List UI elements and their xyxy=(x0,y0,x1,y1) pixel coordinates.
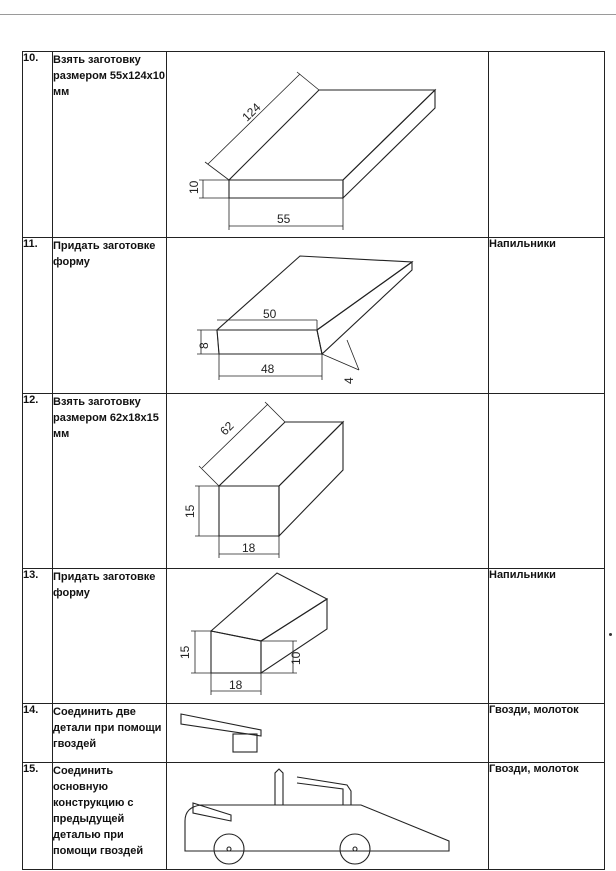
shaped-board-drawing xyxy=(167,238,489,393)
width-dimension: 55 xyxy=(277,212,291,226)
step-tools: Напильники xyxy=(489,569,605,704)
step-number: 11. xyxy=(23,238,53,394)
step-action: Придать заготовке форму xyxy=(53,238,167,394)
step-tools xyxy=(489,394,605,569)
step-action: Соединить основную конструкцию с предыдущей деталью при помощи гвоздей xyxy=(53,763,167,870)
bar-top-face xyxy=(219,422,343,486)
thickness-dimension: 10 xyxy=(187,180,201,194)
rollbar-post-left xyxy=(275,769,283,805)
board-top-face xyxy=(217,256,412,330)
step-drawing xyxy=(167,238,489,394)
length-dimension: 124 xyxy=(239,100,264,125)
step-drawing xyxy=(167,52,489,238)
step-number: 10. xyxy=(23,52,53,238)
shaped-bar-drawing xyxy=(167,569,489,703)
width-dimension: 18 xyxy=(242,541,256,555)
step-number: 12. xyxy=(23,394,53,569)
rollbar-arm-inner xyxy=(297,783,343,805)
length-dimension: 62 xyxy=(217,418,237,439)
step-drawing xyxy=(167,704,489,763)
step-number: 14. xyxy=(23,704,53,763)
table-row xyxy=(23,52,605,238)
step-action: Взять заготовку размером 55х124х10 мм xyxy=(53,52,167,238)
step-action: Придать заготовке форму xyxy=(53,569,167,704)
step-drawing xyxy=(167,763,489,870)
thickness-dimension: 8 xyxy=(197,342,211,349)
step-number: 13. xyxy=(23,569,53,704)
step-action: Взять заготовку размером 62х18х15 мм xyxy=(53,394,167,569)
page-top-edge-line xyxy=(0,14,616,15)
board-blank-drawing xyxy=(167,52,489,237)
board-front-face xyxy=(229,180,343,198)
front-wheel xyxy=(214,834,244,864)
front-wheel-hub xyxy=(227,847,231,851)
step-number: 15. xyxy=(23,763,53,870)
bar-part xyxy=(233,734,257,752)
rear-wheel-hub xyxy=(353,847,357,851)
step-action: Соединить две детали при помощи гвоздей xyxy=(53,704,167,763)
table-row xyxy=(23,394,605,569)
table-row xyxy=(23,704,605,763)
board-side-face xyxy=(317,262,412,354)
bar-top-face xyxy=(211,573,327,641)
bar-front-face xyxy=(211,631,261,673)
board-front-face xyxy=(217,330,322,354)
low-height-dimension: 10 xyxy=(289,651,303,665)
bar-front-face xyxy=(219,486,279,536)
height-dimension: 15 xyxy=(183,504,197,518)
board-part xyxy=(181,714,261,736)
top-dimension: 50 xyxy=(263,307,277,321)
bar-blank-drawing xyxy=(167,394,489,568)
step-drawing xyxy=(167,394,489,569)
length-dimension-line xyxy=(202,404,268,468)
car-body xyxy=(185,805,449,851)
width-dimension: 18 xyxy=(229,678,243,692)
operations-table xyxy=(22,51,605,870)
bar-side-face xyxy=(279,422,343,536)
scan-speck xyxy=(609,633,612,636)
step-tools: Гвозди, молоток xyxy=(489,763,605,870)
board-top-face xyxy=(229,90,435,180)
joined-parts-drawing xyxy=(167,704,489,762)
table-row xyxy=(23,763,605,870)
bevel-dimension: 4 xyxy=(342,377,356,384)
table-row xyxy=(23,238,605,394)
step-drawing xyxy=(167,569,489,704)
car-assembly-drawing xyxy=(167,763,489,869)
bottom-dimension: 48 xyxy=(261,362,275,376)
height-dimension: 15 xyxy=(178,645,192,659)
table-row xyxy=(23,569,605,704)
rear-wheel xyxy=(340,834,370,864)
step-tools xyxy=(489,52,605,238)
board-side-face xyxy=(343,90,435,198)
step-tools: Напильники xyxy=(489,238,605,394)
step-tools: Гвозди, молоток xyxy=(489,704,605,763)
